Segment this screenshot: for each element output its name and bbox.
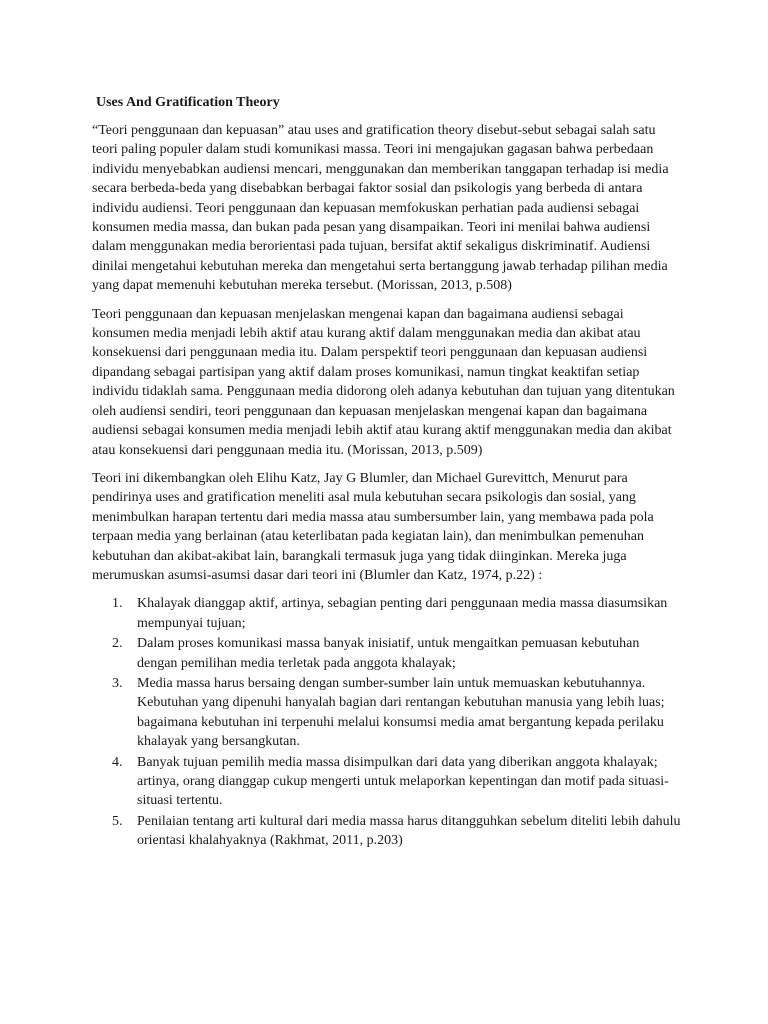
paragraph-definition: “Teori penggunaan dan kepuasan” atau uses and gratification theory disebut-sebut sebagai salah satu teori paling populer dalam studi komunikasi massa. Teori ini mengajukan gagasan bahwa perbedaan individu menyebabkan audiensi mencari, menggunakan dan memberikan tanggapan terhadap isi media secara berbeda-beda yang disebabkan berbagai faktor sosial dan psikologis yang berbeda di antara individu audiensi. Teori penggunaan dan kepuasan memfokuskan perhatian pada audiensi sebagai konsumen media massa, dan bukan pada pesan yang disampaikan. Teori ini menilai bahwa audiensi dalam menggunakan media berorientasi pada tujuan, bersifat aktif sekaligus diskriminatif. Audiensi dinilai mengetahui kebutuhan mereka dan mengetahui serta bertanggung jawab terhadap pilihan media yang dapat memenuhi kebutuhan mereka tersebut. (Morissan, 2013, p.508) [92,123,669,294]
paragraph-origin: Teori ini dikembangkan oleh Elihu Katz, Jay G Blumler, dan Michael Gurevittch, Menurut para pendirinya uses and gratification meneliti asal mula kebutuhan secara psikologis dan sosial, yang menimbulkan harapan tertentu dari media massa atau sumbersumber lain, yang membawa pada pola terpaan media yang berlainan (atau keterlibatan pada kegiatan lain), dan menimbulkan pemenuhan kebutuhan dan akibat-akibat lain, barangkali termasuk juga yang tidak diinginkan. Mereka juga merumuskan asumsi-asumsi dasar dari teori ini (Blumler dan Katz, 1974, p.22) : [92,470,654,583]
list-item [92,674,682,752]
list-text: Penilaian tentang arti kultural dari media massa harus ditangguhkan sebelum diteliti lebih dahulu orientasi khalahyaknya (Rakhmat, 2011, p.203) [137,813,681,849]
list-text: Banyak tujuan pemilih media massa disimpulkan dari data yang diberikan anggota khalayak; artinya, orang dianggap cukup mengerti untuk melaporkan kepentingan dan motif pada situasi-situasi tertentu. [137,754,669,809]
list-item [92,812,682,851]
list-number: 5. [112,813,123,829]
list-item [92,594,682,633]
document-body [92,93,682,852]
list-number: 3. [112,675,123,691]
document-title: Uses And Gratification Theory [96,95,280,110]
list-number: 1. [112,596,123,612]
list-text: Khalayak dianggap aktif, artinya, sebagian penting dari penggunaan media massa diasumsikan mempunyai tujuan; [137,596,668,631]
list-number: 2. [112,636,123,652]
list-item [92,634,682,673]
paragraph-explanation: Teori penggunaan dan kepuasan menjelaskan mengenai kapan dan bagaimana audiensi sebagai konsumen media menjadi lebih aktif atau kurang aktif dalam menggunakan media dan akibat atau konsekuensi dari penggunaan media itu. Dalam perspektif teori penggunaan dan kepuasan audiensi dipandang sebagai partisipan yang aktif dalam proses komunikasi, namun tingkat keaktifan setiap individu tidaklah sama. Penggunaan media didorong oleh adanya kebutuhan dan tujuan yang ditentukan oleh audiensi sendiri, teori penggunaan dan kepuasan menjelaskan mengenai kapan dan bagaimana audiensi sebagai konsumen media menjadi lebih aktif atau kurang aktif menggunakan media dan akibat atau konsekuensi dari penggunaan media itu. (Morissan, 2013, p.509) [92,306,675,458]
list-text: Dalam proses komunikasi massa banyak inisiatif, untuk mengaitkan pemuasan kebutuhan dengan pemilihan media terletak pada anggota khalayak; [137,636,640,671]
assumptions-list [92,594,682,850]
list-item [92,753,682,811]
list-number: 4. [112,754,123,770]
list-text: Media massa harus bersaing dengan sumber-sumber lain untuk memuaskan kebutuhannya. Kebutuhan yang dipenuhi hanyalah bagian dari rentangan kebutuhan manusia yang lebih luas; bagaimana kebutuhan ini terpenuhi melalui konsumsi media amat bergantung kepada perilaku khalayak yang bersangkutan. [137,675,665,750]
